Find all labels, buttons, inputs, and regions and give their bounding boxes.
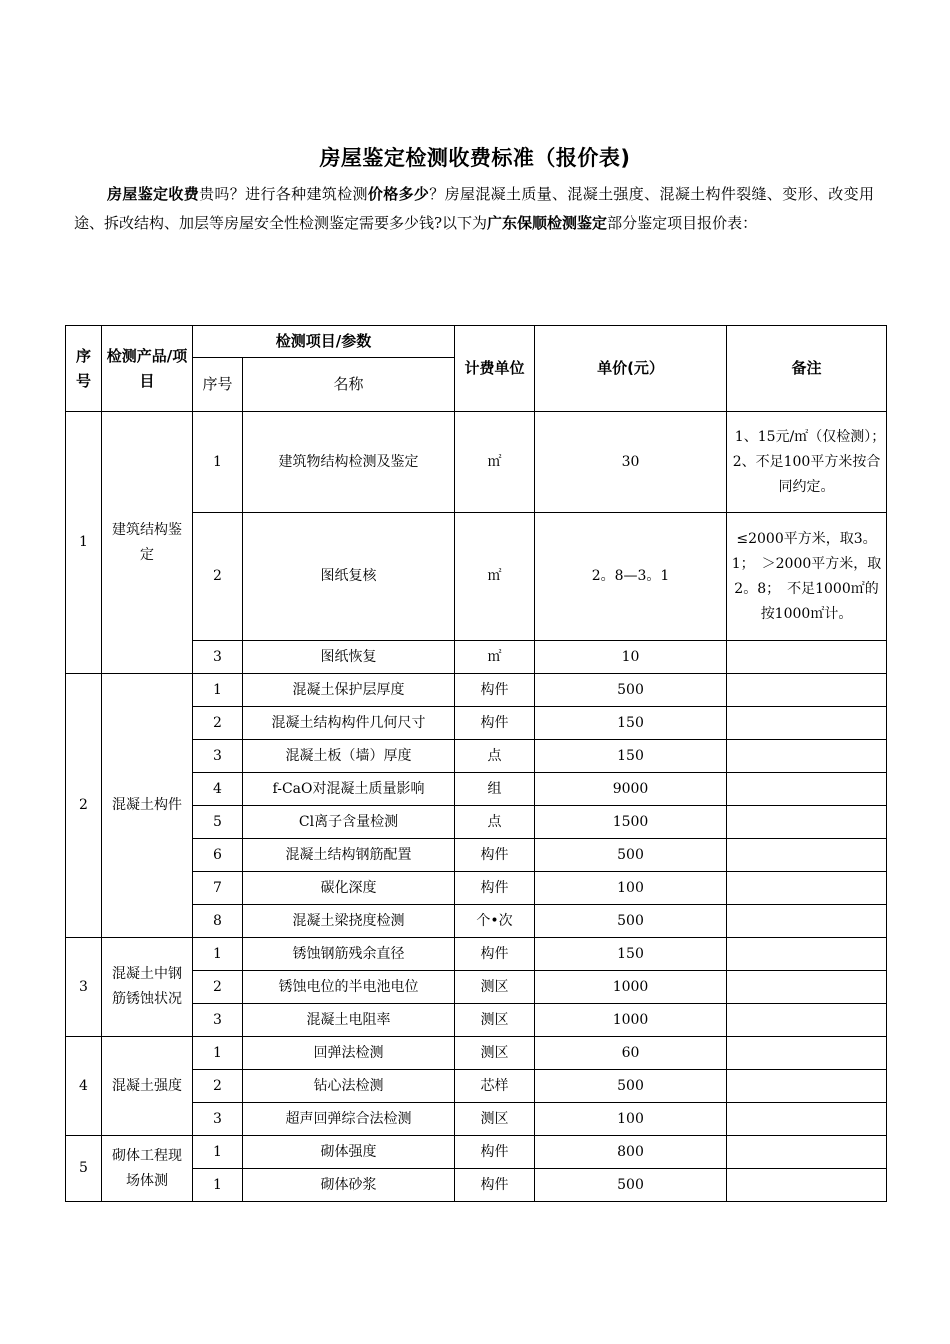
item-unit-cell: 测区 bbox=[455, 971, 535, 1004]
header-product: 检测产品/项目 bbox=[102, 326, 193, 412]
item-price-cell: 2。8—3。1 bbox=[535, 513, 727, 641]
item-no-cell: 6 bbox=[193, 839, 243, 872]
item-price-cell: 500 bbox=[535, 1169, 727, 1202]
item-unit-cell: 组 bbox=[455, 773, 535, 806]
item-no-cell: 2 bbox=[193, 1070, 243, 1103]
item-no-cell: 3 bbox=[193, 1103, 243, 1136]
item-unit-cell: ㎡ bbox=[455, 641, 535, 674]
item-unit-cell: 个•次 bbox=[455, 905, 535, 938]
item-price-cell: 100 bbox=[535, 872, 727, 905]
item-unit-cell: 构件 bbox=[455, 872, 535, 905]
item-name-cell: 建筑物结构检测及鉴定 bbox=[243, 412, 455, 513]
fee-table bbox=[65, 325, 921, 1202]
group-seq-cell: 4 bbox=[66, 1037, 102, 1136]
item-note-cell bbox=[727, 674, 887, 707]
group-product-cell: 砌体工程现场体测 bbox=[102, 1136, 193, 1202]
item-unit-cell: 构件 bbox=[455, 839, 535, 872]
item-unit-cell: ㎡ bbox=[455, 412, 535, 513]
item-price-cell: 500 bbox=[535, 674, 727, 707]
item-no-cell: 1 bbox=[193, 1169, 243, 1202]
item-price-cell: 1000 bbox=[535, 1004, 727, 1037]
header-sub-seq: 序号 bbox=[193, 358, 243, 412]
item-name-cell: 混凝土结构构件几何尺寸 bbox=[243, 707, 455, 740]
item-name-cell: 砌体砂浆 bbox=[243, 1169, 455, 1202]
item-unit-cell: 构件 bbox=[455, 1136, 535, 1169]
item-name-cell: 钻心法检测 bbox=[243, 1070, 455, 1103]
item-note-cell bbox=[727, 1169, 887, 1202]
item-name-cell: 砌体强度 bbox=[243, 1136, 455, 1169]
item-no-cell: 1 bbox=[193, 1136, 243, 1169]
intro-bold-3: 广东保顺检测鉴定 bbox=[487, 214, 608, 232]
item-note-cell bbox=[727, 1136, 887, 1169]
item-price-cell: 100 bbox=[535, 1103, 727, 1136]
group-product-cell: 混凝土中钢筋锈蚀状况 bbox=[102, 938, 193, 1037]
item-unit-cell: 构件 bbox=[455, 674, 535, 707]
intro-paragraph bbox=[74, 180, 874, 238]
item-price-cell: 150 bbox=[535, 707, 727, 740]
item-price-cell: 150 bbox=[535, 938, 727, 971]
item-price-cell: 500 bbox=[535, 1070, 727, 1103]
table-row bbox=[66, 412, 887, 513]
item-unit-cell: 构件 bbox=[455, 1169, 535, 1202]
item-no-cell: 7 bbox=[193, 872, 243, 905]
item-note-cell bbox=[727, 1037, 887, 1070]
page-title: 房屋鉴定检测收费标准（报价表) bbox=[319, 146, 631, 170]
item-price-cell: 500 bbox=[535, 839, 727, 872]
item-no-cell: 1 bbox=[193, 1037, 243, 1070]
item-unit-cell: 点 bbox=[455, 806, 535, 839]
item-no-cell: 1 bbox=[193, 938, 243, 971]
item-price-cell: 10 bbox=[535, 641, 727, 674]
item-name-cell: 锈蚀钢筋残余直径 bbox=[243, 938, 455, 971]
item-name-cell: 图纸恢复 bbox=[243, 641, 455, 674]
item-no-cell: 3 bbox=[193, 1004, 243, 1037]
item-name-cell: 回弹法检测 bbox=[243, 1037, 455, 1070]
item-unit-cell: 测区 bbox=[455, 1103, 535, 1136]
item-note-cell bbox=[727, 641, 887, 674]
item-note-cell bbox=[727, 872, 887, 905]
intro-text-1: 贵吗？进行各种建筑检测 bbox=[199, 185, 368, 203]
item-unit-cell: ㎡ bbox=[455, 513, 535, 641]
item-name-cell: Cl离子含量检测 bbox=[243, 806, 455, 839]
item-no-cell: 1 bbox=[193, 674, 243, 707]
item-no-cell: 4 bbox=[193, 773, 243, 806]
table-row bbox=[66, 1136, 887, 1169]
group-seq-cell: 5 bbox=[66, 1136, 102, 1202]
item-no-cell: 3 bbox=[193, 641, 243, 674]
item-note-cell bbox=[727, 905, 887, 938]
header-seq: 序号 bbox=[66, 326, 102, 412]
intro-text-3: 部分鉴定项目报价表： bbox=[607, 214, 758, 232]
item-name-cell: 混凝土保护层厚度 bbox=[243, 674, 455, 707]
item-no-cell: 2 bbox=[193, 971, 243, 1004]
item-price-cell: 60 bbox=[535, 1037, 727, 1070]
item-note-cell: 1、15元/㎡（仅检测）； 2、不足100平方米按合同约定。 bbox=[727, 412, 887, 513]
item-unit-cell: 芯样 bbox=[455, 1070, 535, 1103]
item-note-cell bbox=[727, 806, 887, 839]
intro-bold-1: 房屋鉴定收费 bbox=[107, 185, 200, 203]
item-price-cell: 9000 bbox=[535, 773, 727, 806]
item-unit-cell: 测区 bbox=[455, 1004, 535, 1037]
item-name-cell: f-CaO对混凝土质量影响 bbox=[243, 773, 455, 806]
item-name-cell: 锈蚀电位的半电池电位 bbox=[243, 971, 455, 1004]
header-name: 名称 bbox=[243, 358, 455, 412]
item-price-cell: 1000 bbox=[535, 971, 727, 1004]
item-note-cell bbox=[727, 1004, 887, 1037]
item-name-cell: 混凝土板（墙）厚度 bbox=[243, 740, 455, 773]
item-note-cell: ≤2000平方米，取3。1； ＞2000平方米，取2。8； 不足1000㎡的按1000㎡计。 bbox=[727, 513, 887, 641]
intro-text-2: ？房屋混凝土质量、混凝土强度、混凝土构件裂缝、变形、改变用途、拆改结构、加层等房屋安全性检测鉴定需要多少钱?以下为 bbox=[74, 185, 874, 232]
table-row bbox=[66, 1037, 887, 1070]
item-note-cell bbox=[727, 839, 887, 872]
group-product-cell: 混凝土构件 bbox=[102, 674, 193, 938]
item-unit-cell: 测区 bbox=[455, 1037, 535, 1070]
item-name-cell: 混凝土梁挠度检测 bbox=[243, 905, 455, 938]
item-price-cell: 800 bbox=[535, 1136, 727, 1169]
item-price-cell: 1500 bbox=[535, 806, 727, 839]
item-name-cell: 混凝土结构钢筋配置 bbox=[243, 839, 455, 872]
item-price-cell: 150 bbox=[535, 740, 727, 773]
header-price: 单价(元） bbox=[535, 326, 727, 412]
group-product-cell: 建筑结构鉴定 bbox=[102, 412, 193, 674]
item-no-cell: 2 bbox=[193, 513, 243, 641]
item-note-cell bbox=[727, 773, 887, 806]
header-note: 备注 bbox=[727, 326, 887, 412]
item-price-cell: 500 bbox=[535, 905, 727, 938]
item-note-cell bbox=[727, 1103, 887, 1136]
item-name-cell: 碳化深度 bbox=[243, 872, 455, 905]
item-no-cell: 1 bbox=[193, 412, 243, 513]
item-unit-cell: 构件 bbox=[455, 707, 535, 740]
fee-table-body bbox=[66, 412, 921, 1202]
item-unit-cell: 构件 bbox=[455, 938, 535, 971]
table-row bbox=[66, 938, 887, 971]
item-price-cell: 30 bbox=[535, 412, 727, 513]
intro-bold-2: 价格多少 bbox=[367, 185, 430, 203]
table-row bbox=[66, 674, 887, 707]
item-no-cell: 3 bbox=[193, 740, 243, 773]
item-name-cell: 混凝土电阻率 bbox=[243, 1004, 455, 1037]
group-seq-cell: 3 bbox=[66, 938, 102, 1037]
item-note-cell bbox=[727, 1070, 887, 1103]
item-note-cell bbox=[727, 707, 887, 740]
item-note-cell bbox=[727, 971, 887, 1004]
item-no-cell: 8 bbox=[193, 905, 243, 938]
item-note-cell bbox=[727, 938, 887, 971]
item-note-cell bbox=[727, 740, 887, 773]
item-name-cell: 图纸复核 bbox=[243, 513, 455, 641]
header-items: 检测项目/参数 bbox=[193, 326, 455, 358]
group-seq-cell: 1 bbox=[66, 412, 102, 674]
item-no-cell: 2 bbox=[193, 707, 243, 740]
group-product-cell: 混凝土强度 bbox=[102, 1037, 193, 1136]
item-no-cell: 5 bbox=[193, 806, 243, 839]
header-unit: 计费单位 bbox=[455, 326, 535, 412]
item-unit-cell: 点 bbox=[455, 740, 535, 773]
item-name-cell: 超声回弹综合法检测 bbox=[243, 1103, 455, 1136]
group-seq-cell: 2 bbox=[66, 674, 102, 938]
